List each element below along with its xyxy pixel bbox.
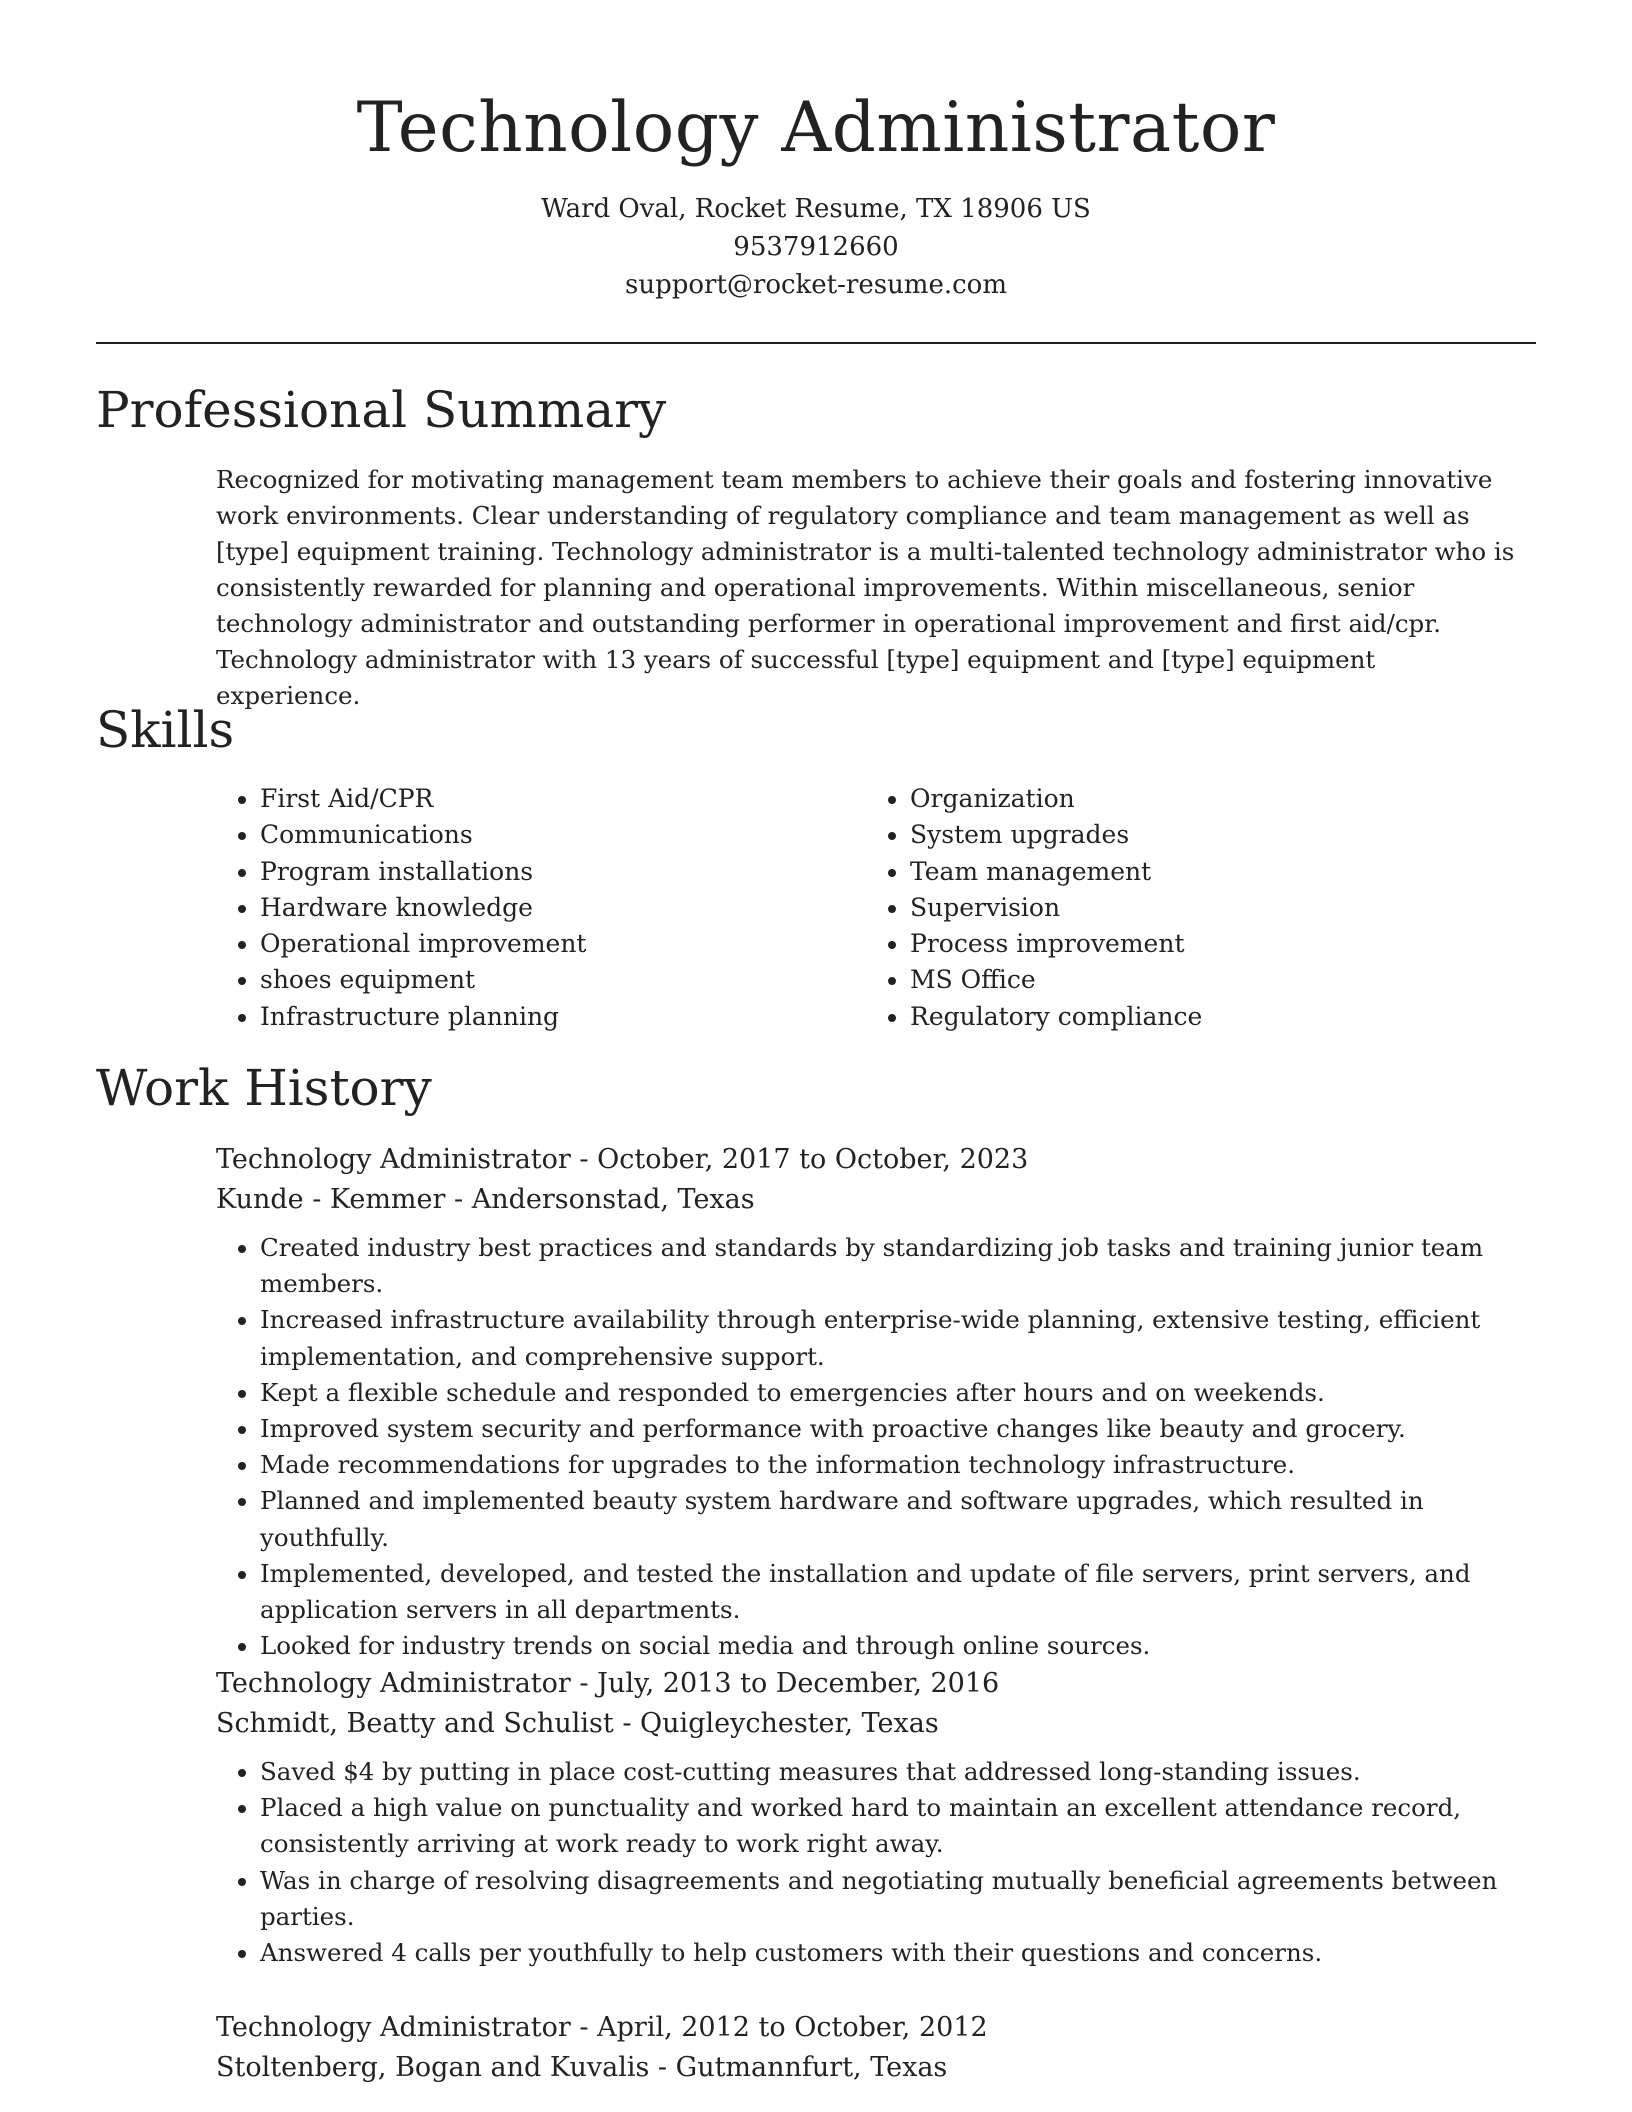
job-dates: April, 2012 to October, 2012 <box>597 2012 988 2043</box>
skills-heading: Skills <box>96 701 235 759</box>
job-title: Technology Administrator <box>216 1144 571 1175</box>
job-dates: October, 2017 to October, 2023 <box>597 1144 1029 1175</box>
skills-list-left <box>216 781 586 1035</box>
skill-item: • MS Office <box>910 962 1202 998</box>
job-company-line: Stoltenberg, Bogan and Kuvalis - Gutmannfurt, Texas <box>216 2052 948 2083</box>
job-location: Gutmannfurt, Texas <box>675 2052 948 2083</box>
job-bullet: • Answered 4 calls per youthfully to help customers with their questions and concerns. <box>260 1935 1536 1971</box>
skill-item: • Infrastructure planning <box>260 999 586 1035</box>
contact-phone: 9537912660 <box>733 232 899 262</box>
job-bullet: • Made recommendations for upgrades to the information technology infrastructure. <box>260 1447 1536 1483</box>
job-location: Quigleychester, Texas <box>640 1708 939 1739</box>
job-company-line: Schmidt, Beatty and Schulist - Quigleychester, Texas <box>216 1708 939 1739</box>
skill-item: • Regulatory compliance <box>910 999 1202 1035</box>
job-bullet: • Improved system security and performance with proactive changes like beauty and grocery. <box>260 1411 1536 1447</box>
job-title: Technology Administrator <box>216 2012 571 2043</box>
skill-item: • System upgrades <box>910 817 1202 853</box>
job-bullet: • Looked for industry trends on social media and through online sources. <box>260 1628 1536 1664</box>
candidate-name: Technology Administrator <box>356 88 1276 168</box>
job-company: Stoltenberg, Bogan and Kuvalis <box>216 2052 650 2083</box>
job-bullet: • Planned and implemented beauty system hardware and software upgrades, which resulted in youthfully. <box>260 1483 1536 1555</box>
job-entry <box>216 2008 1536 2088</box>
work-history-heading: Work History <box>96 1059 432 1117</box>
job-bullet: • Saved $4 by putting in place cost-cutting measures that addressed long-standing issues. <box>260 1754 1536 1790</box>
job-bullet: • Created industry best practices and standards by standardizing job tasks and training junior team members. <box>260 1230 1536 1302</box>
job-bullets <box>216 1230 1536 1664</box>
job-title-line: Technology Administrator - April, 2012 to October, 2012 <box>216 2012 988 2043</box>
skills-list-right <box>866 781 1202 1035</box>
job-company: Schmidt, Beatty and Schulist <box>216 1708 614 1739</box>
summary-heading: Professional Summary <box>96 381 667 439</box>
contact-email: support@rocket-resume.com <box>624 270 1007 300</box>
job-title-line: Technology Administrator - July, 2013 to December, 2016 <box>216 1668 1000 1699</box>
skill-item: • Supervision <box>910 890 1202 926</box>
job-location: Andersonstad, Texas <box>471 1184 755 1215</box>
job-bullet: • Increased infrastructure availability through enterprise-wide planning, extensive testing, efficient implementation, and comprehensive support. <box>260 1302 1536 1374</box>
job-bullets <box>216 1754 1536 1971</box>
skill-item: • Operational improvement <box>260 926 586 962</box>
job-company-line: Kunde - Kemmer - Andersonstad, Texas <box>216 1184 755 1215</box>
skill-item: • Team management <box>910 854 1202 890</box>
job-bullet: • Was in charge of resolving disagreements and negotiating mutually beneficial agreements between parties. <box>260 1863 1536 1935</box>
job-title-line: Technology Administrator - October, 2017 to October, 2023 <box>216 1144 1029 1175</box>
summary-text: Recognized for motivating management team members to achieve their goals and fostering innovative work environments. Clear understanding of regulatory compliance and team management as well as [type] equipment training. Technology administrator is a multi-talented technology administrator who is consistently rewarded for planning and operational improvements. Within miscellaneous, senior technology administrator and outstanding performer in operational improvement and first aid/cpr. Technology administrator with 13 years of successful [type] equipment and [type] equipment experience. <box>216 465 1515 710</box>
job-bullet: • Placed a high value on punctuality and worked hard to maintain an excellent attendance record, consistently arriving at work ready to work right away. <box>260 1790 1536 1862</box>
job-dates: July, 2013 to December, 2016 <box>597 1668 1000 1699</box>
skill-item: • Process improvement <box>910 926 1202 962</box>
job-bullet: • Implemented, developed, and tested the installation and update of file servers, print servers, and application servers in all departments. <box>260 1556 1536 1628</box>
skill-item: • shoes equipment <box>260 962 586 998</box>
job-bullet: • Kept a flexible schedule and responded to emergencies after hours and on weekends. <box>260 1375 1536 1411</box>
header-divider <box>96 342 1536 344</box>
skill-item: • Program installations <box>260 854 586 890</box>
job-company: Kunde - Kemmer <box>216 1184 446 1215</box>
resume-header <box>0 80 1632 304</box>
job-entry <box>216 1140 1536 1664</box>
job-title: Technology Administrator <box>216 1668 571 1699</box>
job-entry <box>216 1664 1536 1971</box>
skill-item: • Hardware knowledge <box>260 890 586 926</box>
skill-item: • First Aid/CPR <box>260 781 586 817</box>
skill-item: • Organization <box>910 781 1202 817</box>
skill-item: • Communications <box>260 817 586 853</box>
contact-address: Ward Oval, Rocket Resume, TX 18906 US <box>541 194 1091 224</box>
